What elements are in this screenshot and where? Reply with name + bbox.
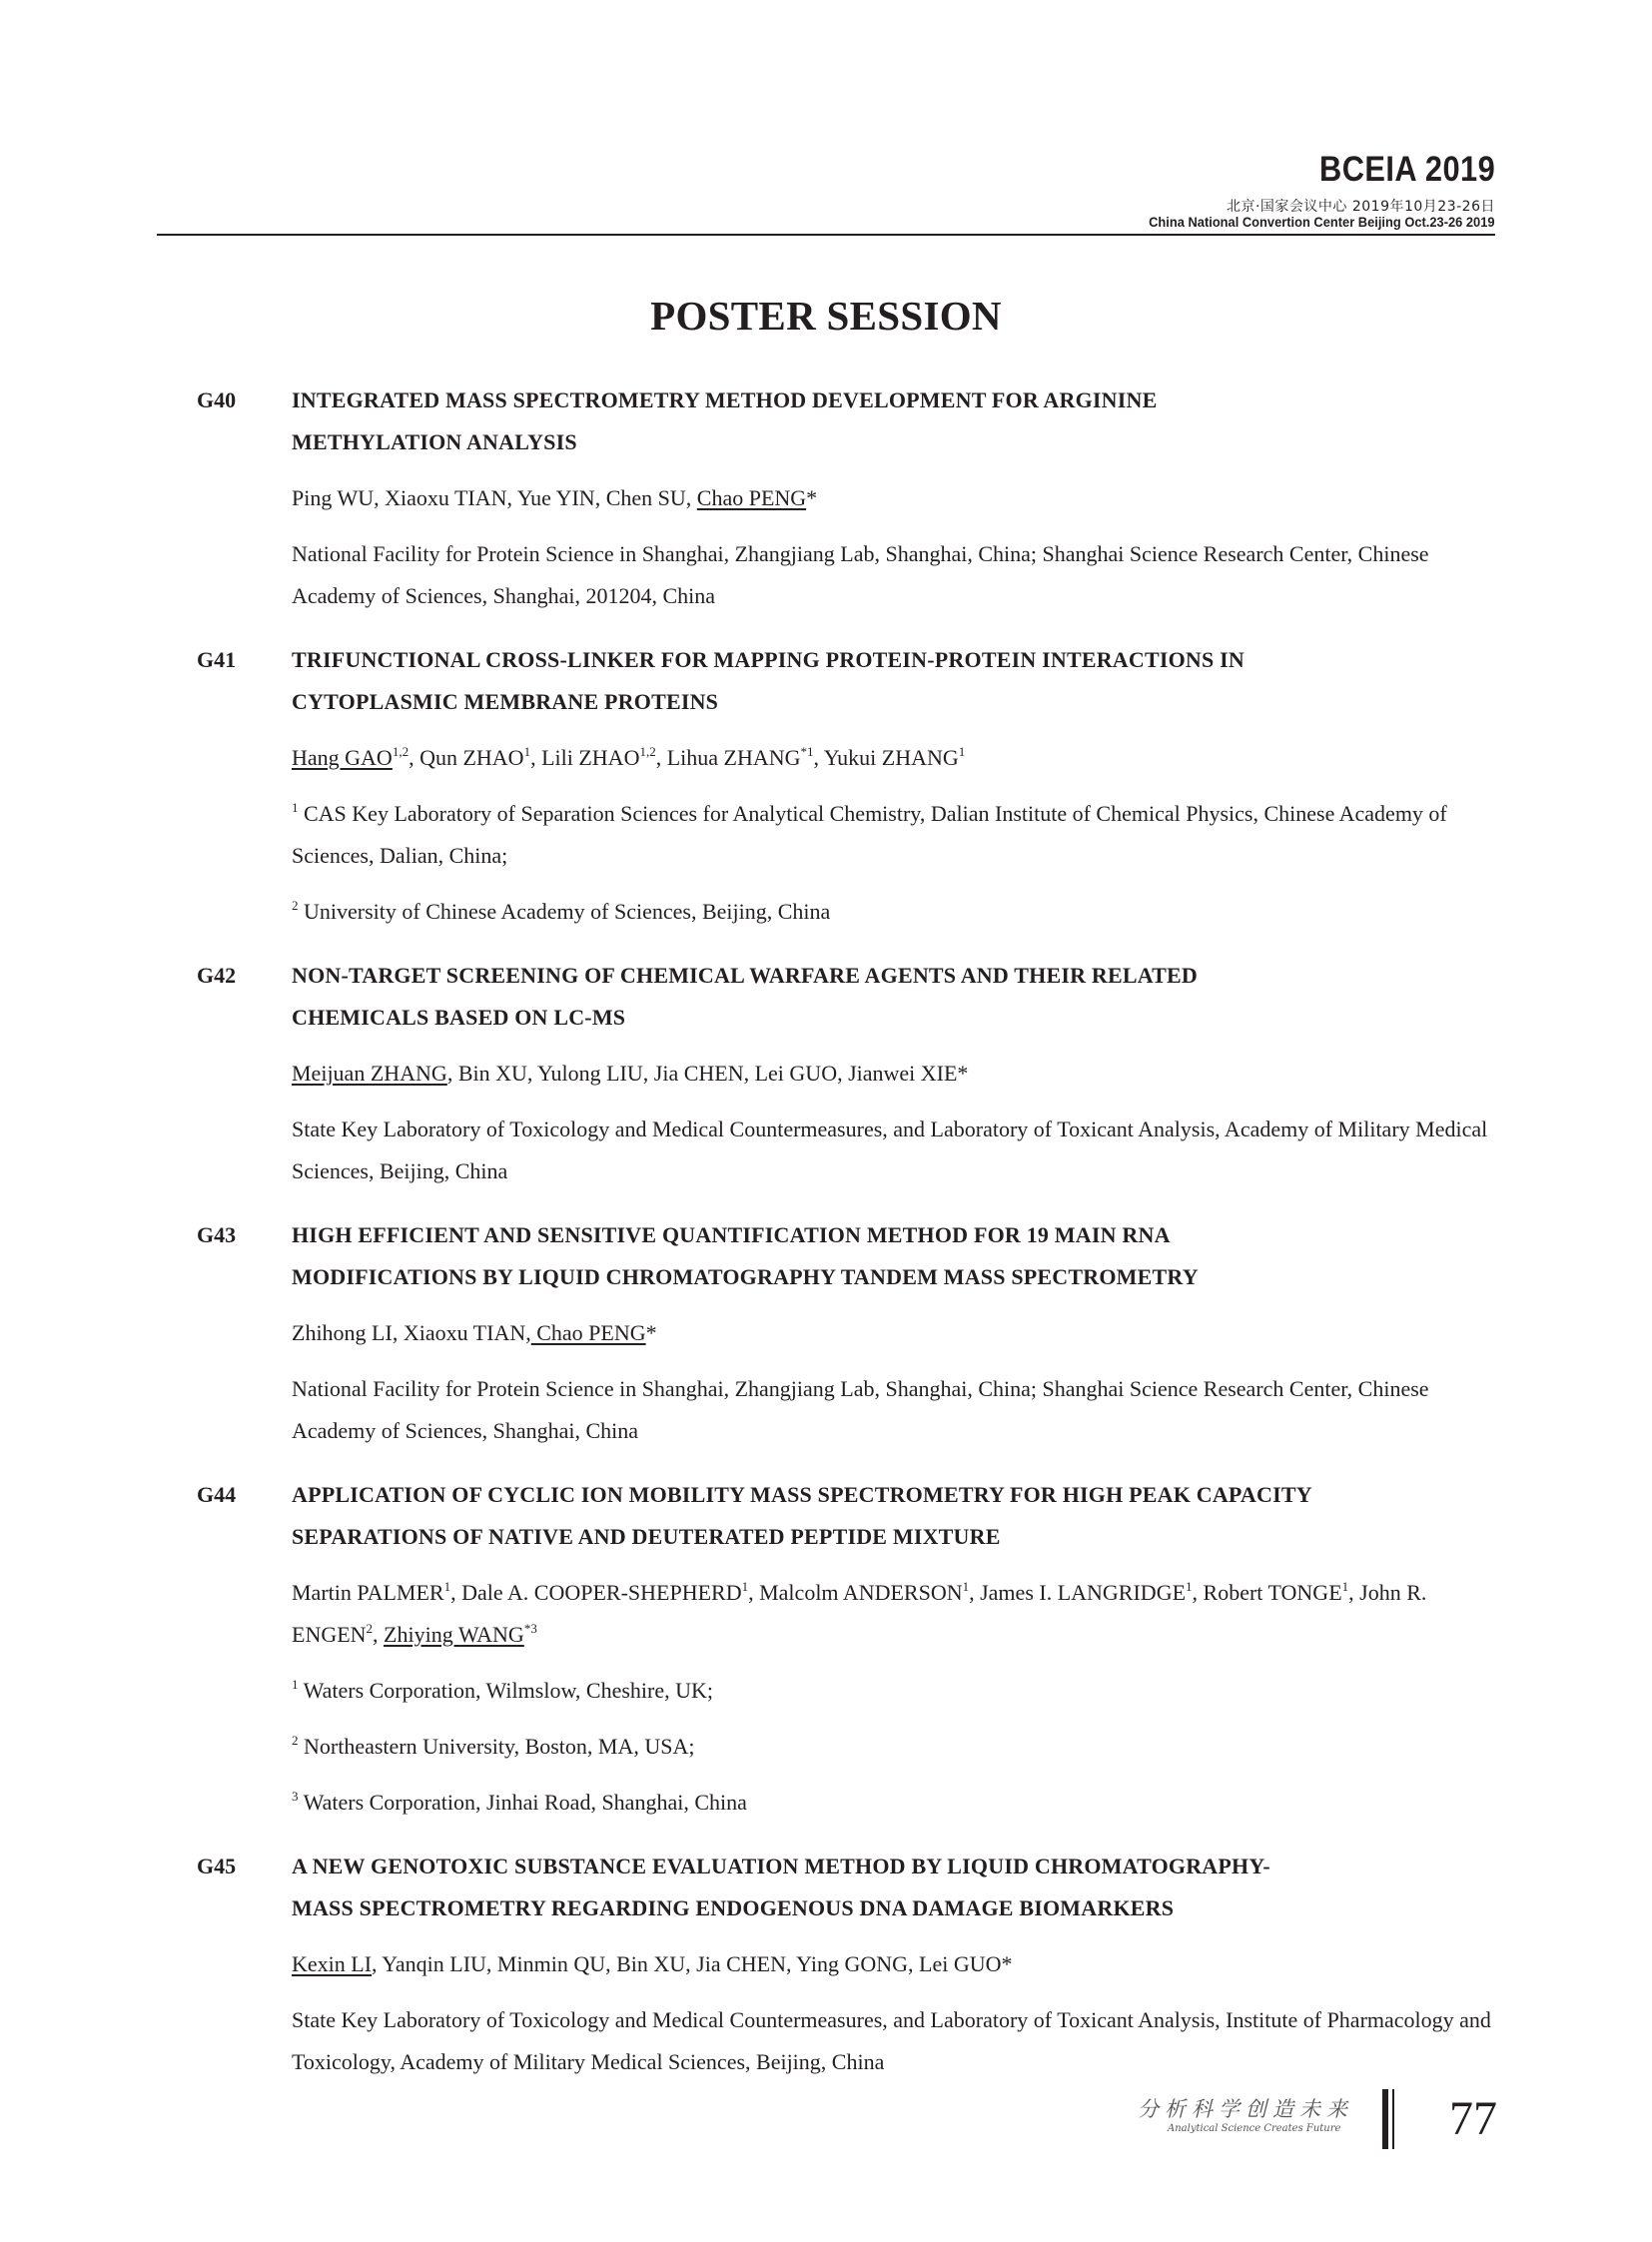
footer-slogan-cn: 分析科学创造未来 xyxy=(1138,2097,1353,2121)
footer-divider-bar xyxy=(1392,2089,1394,2149)
footer-divider-bars xyxy=(1382,2089,1396,2149)
presenting-author: Chao PENG xyxy=(696,485,807,510)
footer-divider-bar xyxy=(1382,2089,1388,2149)
author-name: , James I. LANGRIDGE xyxy=(969,1580,1187,1605)
poster-affiliation: State Key Laboratory of Toxicology and Medical Countermeasures, and Laboratory of Toxicant Analysis, Academy of Military Medical Sciences, Beijing, China xyxy=(292,1117,1488,1183)
poster-title xyxy=(292,379,1495,463)
poster-title-line: TRIFUNCTIONAL CROSS-LINKER FOR MAPPING PROTEIN-PROTEIN INTERACTIONS IN xyxy=(292,647,1244,672)
affiliation-superscript: 2 xyxy=(292,1733,299,1748)
author-name: , Yukui ZHANG xyxy=(813,745,959,770)
presenting-author: Chao PENG xyxy=(530,1320,646,1345)
affiliation-superscript: 1 xyxy=(292,800,299,815)
poster-title xyxy=(292,1846,1495,1929)
page-footer xyxy=(1138,2089,1497,2149)
affiliation-text: Waters Corporation, Wilmslow, Cheshire, UK; xyxy=(298,1678,713,1703)
author-superscript: 1 xyxy=(443,1579,451,1594)
author-superscript: 1,2 xyxy=(392,744,410,759)
affiliation-text: University of Chinese Academy of Sciences, Beijing, China xyxy=(298,899,831,924)
corresponding-mark: * xyxy=(806,485,818,510)
poster-authors xyxy=(292,1053,1495,1095)
poster-affiliation: National Facility for Protein Science in Shanghai, Zhangjiang Lab, Shanghai, China; Shanghai Science Research Center, Chinese Academy of Sciences, Shanghai, China xyxy=(292,1376,1429,1443)
author-superscript: 1 xyxy=(523,744,531,759)
presenting-author: Hang GAO xyxy=(292,745,393,770)
poster-title-line: A NEW GENOTOXIC SUBSTANCE EVALUATION METHOD BY LIQUID CHROMATOGRAPHY- xyxy=(292,1854,1270,1878)
corresponding-mark: * xyxy=(645,1320,657,1345)
poster-affiliation xyxy=(292,891,1495,933)
poster-id: G42 xyxy=(197,963,237,988)
poster-entry xyxy=(197,379,1495,617)
author-list: , Bin XU, Yulong LIU, Jia CHEN, Lei GUO, Jianwei XIE* xyxy=(446,1061,969,1086)
affiliation-superscript: 3 xyxy=(292,1789,299,1804)
poster-list xyxy=(197,379,1495,2105)
poster-title-line: CHEMICALS BASED ON LC-MS xyxy=(292,1005,626,1030)
author-superscript: 1,2 xyxy=(639,744,656,759)
poster-title-line: INTEGRATED MASS SPECTROMETRY METHOD DEVELOPMENT FOR ARGININE xyxy=(292,387,1158,412)
presenting-author: Zhiying WANG xyxy=(384,1622,524,1647)
author-name: , Lili ZHAO xyxy=(530,745,640,770)
author-separator: , xyxy=(373,1622,385,1647)
affiliation-text: Waters Corporation, Jinhai Road, Shanghai, China xyxy=(298,1790,747,1815)
author-superscript: 1 xyxy=(958,744,966,759)
page-header xyxy=(157,150,1495,236)
poster-title-line: APPLICATION OF CYCLIC ION MOBILITY MASS SPECTROMETRY FOR HIGH PEAK CAPACITY xyxy=(292,1482,1312,1507)
header-rule xyxy=(157,234,1495,236)
affiliation-superscript: 2 xyxy=(292,898,299,913)
poster-id: G45 xyxy=(197,1854,237,1878)
author-superscript: 1 xyxy=(962,1579,970,1594)
poster-title-line: SEPARATIONS OF NATIVE AND DEUTERATED PEPTIDE MIXTURE xyxy=(292,1524,1001,1549)
author-superscript: 1 xyxy=(1341,1579,1349,1594)
poster-title-line: METHYLATION ANALYSIS xyxy=(292,429,577,454)
affiliation-superscript: 1 xyxy=(292,1677,299,1692)
author-list: Ping WU, Xiaoxu TIAN, Yue YIN, Chen SU, xyxy=(292,485,697,510)
conference-brand: BCEIA 2019 xyxy=(1318,150,1495,189)
poster-title-line: MODIFICATIONS BY LIQUID CHROMATOGRAPHY TANDEM MASS SPECTROMETRY xyxy=(292,1264,1199,1289)
author-name: , Qun ZHAO xyxy=(409,745,524,770)
page-number: 77 xyxy=(1449,2092,1497,2145)
author-name: , John R. ENGEN xyxy=(292,1580,1427,1647)
author-list: Zhihong LI, Xiaoxu TIAN, xyxy=(292,1320,531,1345)
poster-title-line: MASS SPECTROMETRY REGARDING ENDOGENOUS DNA DAMAGE BIOMARKERS xyxy=(292,1895,1175,1920)
poster-title-line: NON-TARGET SCREENING OF CHEMICAL WARFARE AGENTS AND THEIR RELATED xyxy=(292,963,1199,988)
poster-entry xyxy=(197,1474,1495,1824)
author-superscript: *3 xyxy=(523,1621,537,1636)
poster-title-line: HIGH EFFICIENT AND SENSITIVE QUANTIFICATION METHOD FOR 19 MAIN RNA xyxy=(292,1222,1171,1247)
poster-entry xyxy=(197,639,1495,933)
author-list: , Yanqin LIU, Minmin QU, Bin XU, Jia CHEN, Ying GONG, Lei GUO* xyxy=(372,1951,1013,1976)
poster-authors xyxy=(292,1312,1495,1354)
session-title: POSTER SESSION xyxy=(650,293,1002,339)
author-name: , Robert TONGE xyxy=(1192,1580,1342,1605)
conference-venue-cn: 北京·国家会议中心 2019年10月23-26日 xyxy=(1226,199,1495,215)
poster-id: G40 xyxy=(197,387,237,412)
poster-affiliation xyxy=(292,1726,1495,1768)
affiliation-text: Northeastern University, Boston, MA, USA; xyxy=(298,1734,695,1759)
poster-affiliation xyxy=(292,1670,1495,1712)
poster-title xyxy=(292,955,1495,1039)
poster-authors xyxy=(292,1572,1495,1656)
author-name: , Lihua ZHANG xyxy=(655,745,801,770)
poster-entry xyxy=(197,1214,1495,1452)
poster-entry xyxy=(197,955,1495,1192)
author-name: , Dale A. COOPER-SHEPHERD xyxy=(450,1580,742,1605)
poster-title-line: CYTOPLASMIC MEMBRANE PROTEINS xyxy=(292,689,719,714)
poster-authors xyxy=(292,1943,1495,1985)
author-superscript: 2 xyxy=(366,1621,374,1636)
poster-affiliation: National Facility for Protein Science in Shanghai, Zhangjiang Lab, Shanghai, China; Shanghai Science Research Center, Chinese Academy of Sciences, Shanghai, 201204, China xyxy=(292,541,1429,608)
poster-affiliation xyxy=(292,1782,1495,1824)
affiliation-text: CAS Key Laboratory of Separation Sciences for Analytical Chemistry, Dalian Institute of Chemical Physics, Chinese Academy of Sciences, Dalian, China; xyxy=(292,801,1447,868)
poster-entry xyxy=(197,1846,1495,2083)
poster-affiliation: State Key Laboratory of Toxicology and Medical Countermeasures, and Laboratory of Toxicant Analysis, Institute of Pharmacology and Toxicology, Academy of Military Medical Sciences, Beijing, China xyxy=(292,2007,1491,2074)
author-name: Martin PALMER xyxy=(292,1580,444,1605)
author-superscript: 1 xyxy=(1186,1579,1193,1594)
conference-venue-en: China National Convertion Center Beijing Oct.23-26 2019 xyxy=(1149,214,1495,230)
presenting-author: Kexin LI xyxy=(292,1951,373,1976)
footer-slogan-en: Analytical Science Creates Future xyxy=(1168,2123,1341,2134)
poster-authors xyxy=(292,477,1495,519)
poster-id: G41 xyxy=(197,647,237,672)
author-superscript: 1 xyxy=(741,1579,749,1594)
poster-affiliation xyxy=(292,793,1495,877)
author-name: , Malcolm ANDERSON xyxy=(748,1580,963,1605)
presenting-author: Meijuan ZHANG xyxy=(292,1061,447,1086)
poster-title xyxy=(292,1214,1495,1298)
poster-title xyxy=(292,1474,1495,1558)
author-superscript: *1 xyxy=(800,744,814,759)
poster-id: G44 xyxy=(197,1482,237,1507)
poster-authors xyxy=(292,737,1495,779)
poster-title xyxy=(292,639,1495,723)
poster-id: G43 xyxy=(197,1222,237,1247)
